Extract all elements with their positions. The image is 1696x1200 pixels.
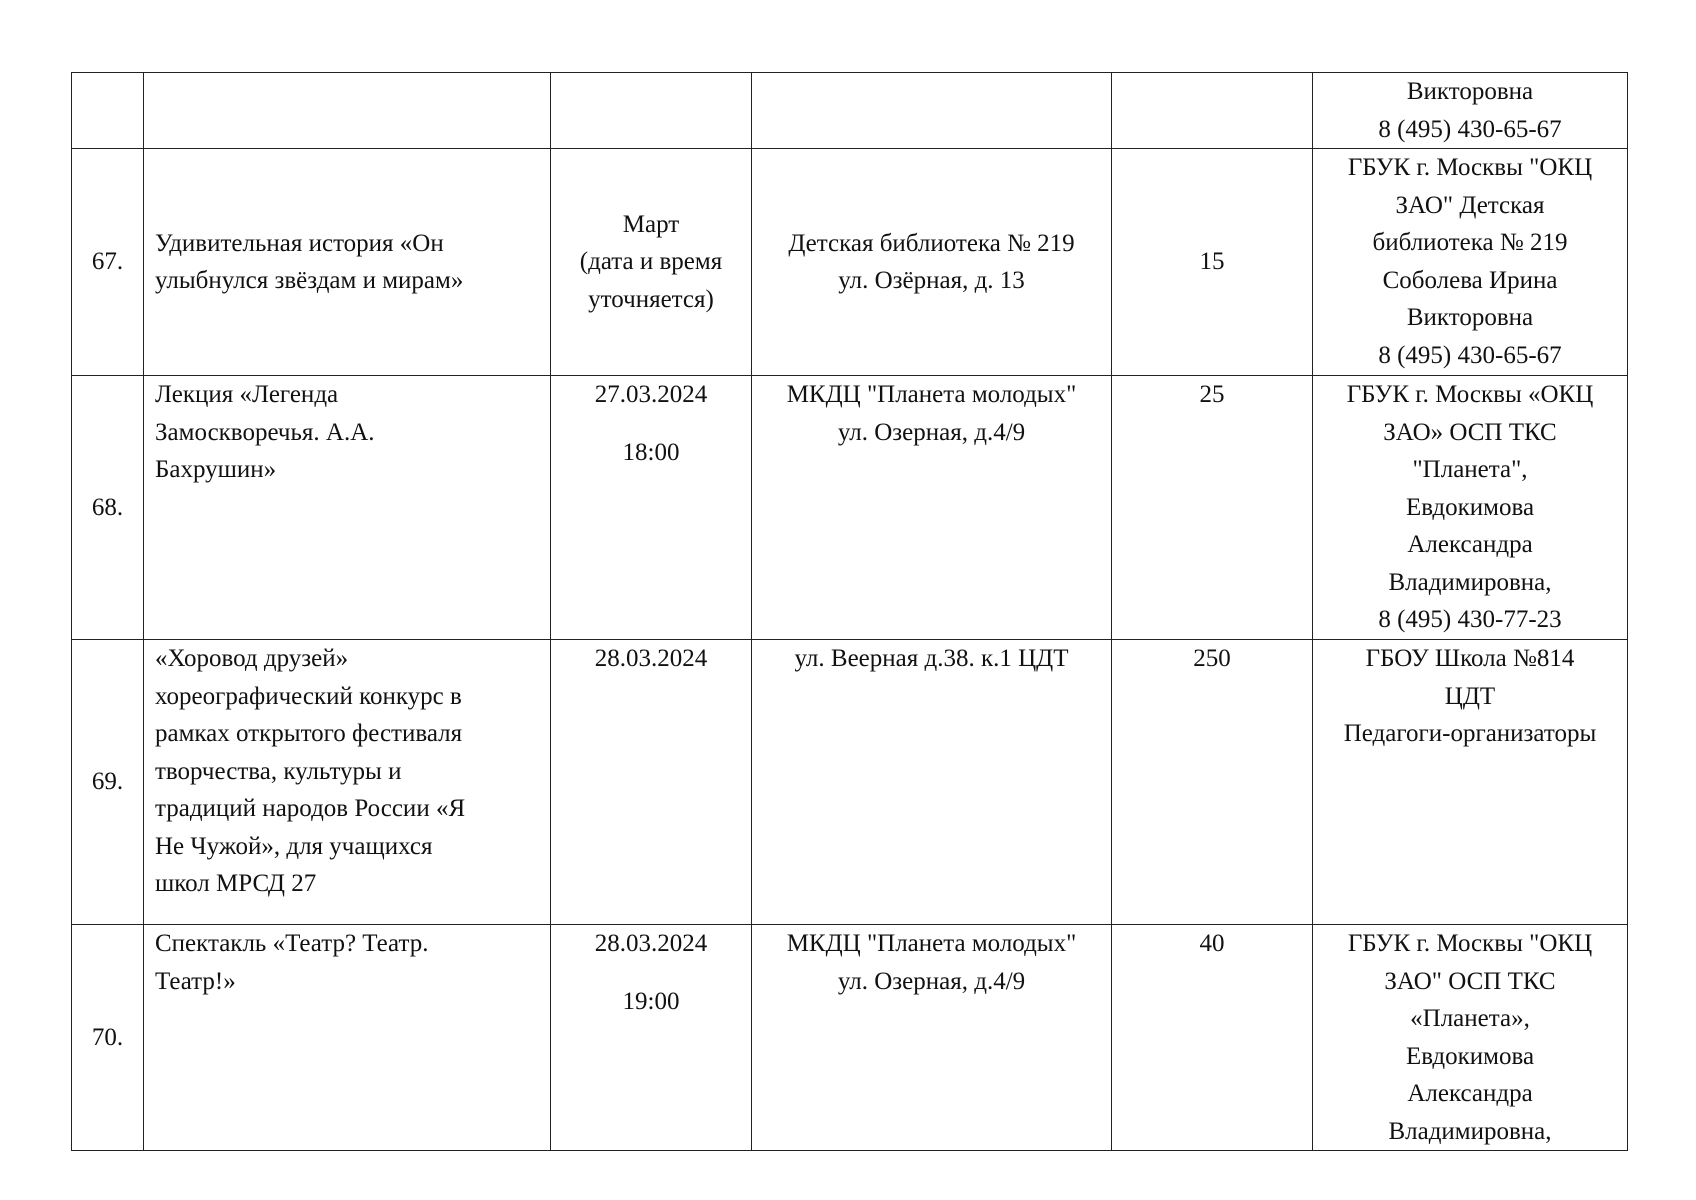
title-line: традиций народов России «Я [155, 795, 466, 822]
organizer-line: Викторовна [1406, 304, 1534, 331]
organizer-line: Евдокимова [1405, 493, 1535, 521]
organizer-line: Александра [1407, 1080, 1533, 1107]
title-line: Театр!» [155, 967, 236, 995]
event-date [551, 149, 752, 376]
organizer-line: "Планета", [1412, 456, 1528, 483]
date-line: 28.03.2024 [594, 645, 708, 672]
event-place [752, 925, 1112, 1151]
table-row [72, 149, 1628, 376]
organizer-contact [1313, 73, 1628, 149]
title-line: школ МРСД 27 [155, 870, 317, 897]
row-number: 68. [72, 376, 144, 640]
organizer-line: Александра [1407, 531, 1533, 558]
date-line: Март [622, 210, 680, 238]
organizer-line: ГБУК г. Москвы «ОКЦ [1346, 381, 1594, 408]
title-line: Спектакль «Театр? Театр. [155, 930, 429, 957]
organizer-line: Соболева Ирина [1382, 266, 1558, 294]
table-row [72, 73, 1628, 149]
event-place [752, 640, 1112, 925]
title-line: Замоскворечья. А.А. [155, 418, 375, 446]
place-line: МКДЦ "Планета молодых" [786, 381, 1077, 408]
time-line: 18:00 [622, 438, 680, 466]
date-line: уточняется) [588, 285, 714, 313]
organizer-line: Педагоги-организаторы [1343, 720, 1597, 747]
row-number: 70. [72, 925, 144, 1151]
event-date [551, 73, 752, 149]
place-line: ул. Веерная д.38. к.1 ЦДТ [794, 645, 1069, 672]
place-line: ул. Озерная, д.4/9 [837, 967, 1026, 995]
organizer-contact [1313, 376, 1628, 640]
organizer-contact [1313, 149, 1628, 376]
organizer-line: ГБУК г. Москвы "ОКЦ [1347, 930, 1593, 957]
title-line: хореографический конкурс в [155, 682, 462, 710]
event-place [752, 149, 1112, 376]
organizer-line: 8 (495) 430-77-23 [1378, 606, 1562, 633]
organizer-line: Владимировна, [1388, 1117, 1552, 1145]
row-number: 67. [72, 149, 144, 376]
organizer-line: 8 (495) 430-65-67 [1378, 115, 1562, 143]
title-line: Лекция «Легенда [155, 381, 339, 408]
time-line: 19:00 [622, 987, 680, 1015]
date-line: 27.03.2024 [594, 381, 708, 408]
participant-count: 250 [1112, 640, 1313, 925]
title-line: «Хоровод друзей» [155, 645, 349, 672]
organizer-line: Евдокимова [1405, 1042, 1535, 1070]
row-number: 69. [72, 640, 144, 925]
event-date [551, 376, 752, 640]
table-row [72, 925, 1628, 1151]
participant-count: 25 [1112, 376, 1313, 640]
place-line: ул. Озёрная, д. 13 [838, 267, 1025, 294]
organizer-line: 8 (495) 430-65-67 [1378, 341, 1562, 369]
event-title [144, 925, 551, 1151]
row-number [72, 73, 144, 149]
organizer-line: «Планета», [1410, 1005, 1530, 1032]
place-line: ул. Озерная, д.4/9 [837, 418, 1026, 446]
organizer-line: библиотека № 219 [1372, 229, 1568, 256]
participant-count: 15 [1112, 149, 1313, 376]
organizer-line: ЗАО" Детская [1395, 191, 1545, 219]
date-line: 28.03.2024 [594, 930, 708, 957]
participant-count: 40 [1112, 925, 1313, 1151]
event-title [144, 640, 551, 925]
organizer-line: ГБУК г. Москвы "ОКЦ [1347, 154, 1593, 181]
event-date [551, 640, 752, 925]
title-line: рамках открытого фестиваля [155, 720, 463, 747]
organizer-line: Викторовна [1406, 78, 1534, 105]
event-title [144, 376, 551, 640]
event-place [752, 73, 1112, 149]
table-row [72, 640, 1628, 925]
title-line: Бахрушин» [155, 456, 277, 483]
table-row [72, 376, 1628, 640]
organizer-line: ГБОУ Школа №814 [1365, 645, 1575, 672]
participant-count [1112, 73, 1313, 149]
organizer-contact [1313, 925, 1628, 1151]
organizer-line: ЗАО" ОСП ТКС [1384, 967, 1556, 995]
organizer-line: ЦДТ [1444, 682, 1496, 710]
event-title [144, 149, 551, 376]
organizer-contact [1313, 640, 1628, 925]
title-line: улыбнулся звёздам и мирам» [155, 267, 464, 294]
events-table [71, 72, 1628, 1151]
event-date [551, 925, 752, 1151]
title-line: творчества, культуры и [155, 757, 402, 785]
date-line: (дата и время [579, 248, 723, 276]
event-place [752, 376, 1112, 640]
event-title [144, 73, 551, 149]
title-line: Удивительная история «Он [155, 229, 444, 257]
organizer-line: Владимировна, [1388, 568, 1552, 596]
place-line: Детская библиотека № 219 [788, 229, 1075, 257]
place-line: МКДЦ "Планета молодых" [786, 930, 1077, 957]
organizer-line: ЗАО» ОСП ТКС [1383, 418, 1557, 446]
title-line: Не Чужой», для учащихся [155, 832, 433, 860]
